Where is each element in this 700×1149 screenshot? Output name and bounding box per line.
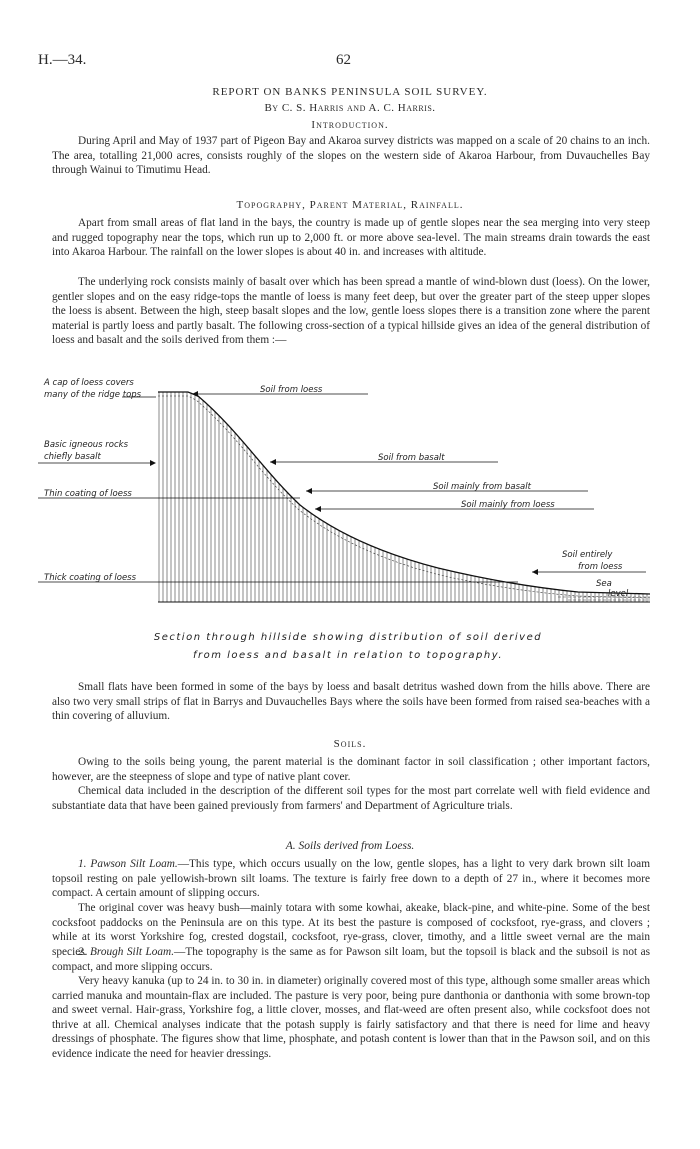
arrow-entirely-loess — [532, 569, 538, 575]
brough-type-name: 2. Brough Silt Loam. — [78, 946, 175, 958]
hillside-cross-section-figure — [38, 370, 658, 670]
heading-topography: Topography, Parent Material, Rainfall. — [236, 199, 464, 211]
paragraph-topography-1: Apart from small areas of flat land in the bays, the country is made up of gentle slopes near the sea merging into very steep and rugged topography near the tops, which run up to 2,000 ft. or more above sea-level. The main streams drain towards the east into Akaroa Harbour. The rainfall on the lower slopes is about 40 in. and increases with altitude. — [52, 217, 650, 259]
brough-description: —The topography is the same as for Pawson silt loam, but the topsoil is black and the subsoil is not as compact, and more slipping occurs. — [52, 946, 650, 973]
label-cap-line1: A cap of loess covers — [44, 378, 134, 388]
arrow-mainly-loess — [315, 506, 321, 512]
arrow-basic — [150, 460, 156, 466]
label-entirely-line2: from loess — [578, 562, 623, 572]
arrow-soil-basalt — [270, 459, 276, 465]
label-cap-line2: many of the ridge tops — [44, 390, 142, 400]
paragraph-topography-2: The underlying rock consists mainly of basalt over which has been spread a mantle of wind-blown dust (loess). On the lower, gentler slopes and on the easy ridge-tops the mantle of loess is many feet deep, but over the greater part of the steep upper slopes the loess is absent. Between the high, steep basalt slopes and the low, gentle loess slopes there is a transition zone where the parent material is partly loess and partly basalt. The following cross-section of a typical hillside gives an idea of the general distribution of loess and basalt and the soils derived from them :— — [52, 276, 650, 347]
arrow-mainly-basalt — [306, 488, 312, 494]
pawson-description: —This type, which occurs usually on the low, gentle slopes, has a light to very dark brown silt loam topsoil resting on pale yellowish-brown silt loams. The texture is fairly free down to a depth of 27 in., where it becomes more compact. A certain amount of slipping occurs. — [52, 858, 650, 900]
paragraph-soils-1: Owing to the soils being young, the parent material is the dominant factor in soil classification ; other important factors, however, are the steepness of slope and type of native plant cover. — [52, 756, 650, 783]
label-level: level — [608, 589, 629, 599]
byline: By C. S. Harris and A. C. Harris. — [264, 102, 436, 114]
paragraph-soils-2: Chemical data included in the description of the different soil types for the most part correlate well with field evidence and substantiate data that have been gained previously from farmers' and Department of Agriculture trials. — [52, 785, 650, 812]
label-thin-loess: Thin coating of loess — [44, 489, 132, 499]
cross-section-diagram — [38, 370, 658, 670]
label-basic-line2: chiefly basalt — [44, 452, 101, 462]
heading-soils: Soils. — [333, 738, 367, 750]
label-soil-mainly-loess: Soil mainly from loess — [461, 500, 555, 510]
paragraph-pawson — [52, 857, 650, 901]
figure-caption-line2: from loess and basalt in relation to topography. — [192, 650, 504, 661]
paragraph-pawson-cover: The original cover was heavy bush—mainly totara with some kowhai, akeake, black-pine, and white-pine. Some of the best cocksfoot paddocks on the Peninsula are on this type. At its best the pasture is composed of cocksfoot, rye-grass, and clovers ; while at its worst Yorkshire fog, crested dogstail, cocksfoot, rye-grass, clover, timothy, and a little sweet vernal are the main species. — [52, 902, 650, 958]
paragraph-brough — [52, 945, 650, 974]
label-thick-loess: Thick coating of loess — [44, 573, 137, 583]
label-sea: Sea — [596, 579, 612, 589]
paragraph-flats: Small flats have been formed in some of the bays by loess and basalt detritus washed down from the hills above. There are also two very small strips of flat in Barrys and Duvauchelles Bays where the soils have been formed from raised sea-beaches with a thin covering of alluvium. — [52, 681, 650, 723]
label-soil-mainly-basalt: Soil mainly from basalt — [433, 482, 531, 492]
paragraph-intro: During April and May of 1937 part of Pigeon Bay and Akaroa survey districts was mapped on a scale of 20 chains to an inch. The area, totalling 21,000 acres, consists roughly of the slopes on the western side of Akaroa Harbour, from Duvauchelles Bay through Wainui to Timutimu Head. — [52, 135, 650, 177]
pawson-type-name: 1. Pawson Silt Loam. — [78, 858, 178, 870]
label-soil-from-basalt: Soil from basalt — [378, 453, 445, 463]
label-basic-line1: Basic igneous rocks — [44, 440, 129, 450]
heading-loess-soils: A. Soils derived from Loess. — [285, 840, 415, 852]
page-code: H.—34. — [38, 52, 87, 68]
paragraph-brough-cover: Very heavy kanuka (up to 24 in. to 30 in. in diameter) originally covered most of this type, although some smaller areas which carried manuka and mountain-flax are included. The pasture is very poor, being pure danthonia or danthonia with some brown-top and sweet vernal. Hair-grass, Yorkshire fog, a little clover, mosses, and flat-weed are often present also, while cocksfoot does not thrive at all. Chemical analyses indicate that the potash supply is fairly satisfactory and that there is need for lime and heavy dressings of phosphate. The figures show that lime, phosphate, and potash content is lower than that in the Pawson soil, and on this evidence indicate the need for heavier dressings. — [52, 975, 650, 1060]
label-entirely-line1: Soil entirely — [562, 550, 613, 560]
report-title: REPORT ON BANKS PENINSULA SOIL SURVEY. — [212, 86, 488, 98]
label-soil-from-loess: Soil from loess — [260, 385, 323, 395]
figure-caption-line1: Section through hillside showing distribution of soil derived — [153, 632, 543, 643]
page-number: 62 — [336, 52, 351, 68]
heading-introduction: Introduction. — [311, 119, 389, 131]
